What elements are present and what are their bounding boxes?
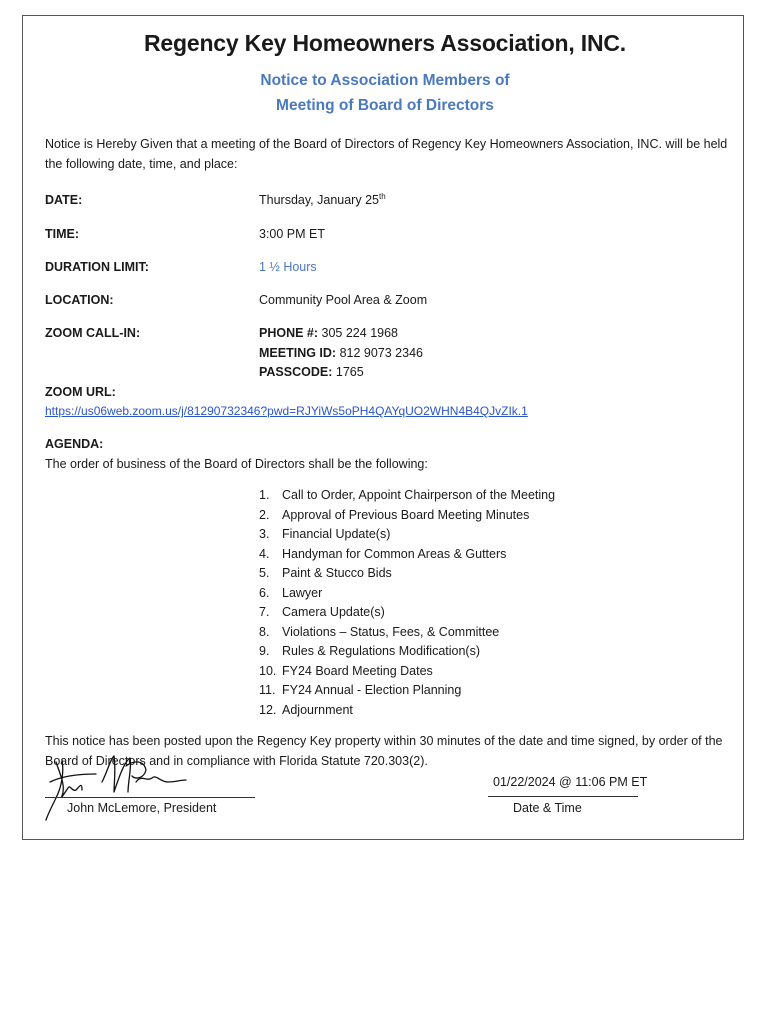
agenda-item-number: 12. — [259, 702, 277, 717]
agenda-item — [259, 681, 555, 701]
agenda-item-text: Approval of Previous Board Meeting Minutes — [282, 507, 530, 522]
agenda-item-number: 7. — [259, 605, 270, 619]
subtitle-line-1: Notice to Association Members of — [260, 72, 510, 89]
agenda-item-number: 2. — [259, 507, 270, 522]
agenda-item — [259, 545, 555, 565]
agenda-intro: The order of business of the Board of Directors shall be the following: — [45, 457, 428, 471]
zoom-url-label: ZOOM URL: — [45, 385, 116, 399]
signature-line — [45, 797, 255, 798]
duration-label: DURATION LIMIT: — [45, 260, 149, 274]
intro-paragraph: Notice is Hereby Given that a meeting of the Board of Directors of Regency Key Homeowners Association, INC. will be held the following date, time, and place: — [45, 137, 728, 171]
date-time-label: Date & Time — [513, 801, 582, 815]
agenda-item-number: 6. — [259, 585, 270, 600]
zoom-passcode — [259, 365, 364, 379]
duration-value: 1 ½ Hours — [259, 260, 317, 274]
meeting-id-label: MEETING ID: — [259, 346, 337, 360]
agenda-item-text: Camera Update(s) — [282, 605, 385, 619]
date-value — [259, 193, 386, 207]
agenda-item-number: 1. — [259, 488, 270, 502]
date-label: DATE: — [45, 193, 83, 207]
agenda-item-number: 8. — [259, 624, 270, 639]
agenda-item — [259, 584, 555, 604]
agenda-item-text: Paint & Stucco Bids — [282, 566, 392, 580]
time-label: TIME: — [45, 227, 80, 241]
agenda-item-number: 3. — [259, 527, 270, 541]
agenda-item-text: FY24 Board Meeting Dates — [282, 663, 433, 678]
agenda-item — [259, 525, 555, 545]
agenda-item — [259, 564, 555, 584]
agenda-item-number: 10. — [259, 663, 277, 678]
zoom-call-in-label: ZOOM CALL-IN: — [45, 326, 141, 340]
zoom-phone — [259, 326, 398, 340]
agenda-item-text: Financial Update(s) — [282, 527, 391, 541]
date-suffix: th — [378, 191, 386, 201]
agenda-list — [259, 486, 555, 720]
date-text: Thursday, January 25 — [259, 193, 379, 207]
passcode-value: 1765 — [335, 365, 364, 379]
agenda-item-text: Adjournment — [282, 702, 353, 717]
passcode-label: PASSCODE: — [259, 365, 333, 379]
agenda-item — [259, 662, 555, 682]
agenda-item-number: 5. — [259, 566, 270, 580]
agenda-item-text: Handyman for Common Areas & Gutters — [282, 546, 507, 561]
agenda-item-text: Rules & Regulations Modification(s) — [282, 644, 481, 658]
agenda-item-number: 11. — [259, 683, 276, 697]
agenda-item — [259, 623, 555, 643]
agenda-item — [259, 506, 555, 526]
agenda-item-text: FY24 Annual - Election Planning — [282, 683, 462, 697]
phone-label: PHONE #: — [259, 326, 319, 340]
zoom-meeting-id — [259, 346, 423, 360]
agenda-item-number: 4. — [259, 546, 270, 561]
signed-datetime: 01/22/2024 @ 11:06 PM ET — [493, 775, 648, 789]
agenda-item — [259, 642, 555, 662]
signer-name: John McLemore, President — [67, 801, 217, 815]
agenda-item-number: 9. — [259, 644, 270, 658]
location-label: LOCATION: — [45, 293, 114, 307]
agenda-item-text: Call to Order, Appoint Chairperson of the Meeting — [282, 488, 556, 502]
zoom-url-link[interactable]: https://us06web.zoom.us/j/81290732346?pwd=RJYiWs5oPH4QAYqUO2WHN4B4QJvZIk.1 — [45, 404, 528, 418]
date-signature-line — [488, 796, 638, 797]
time-value: 3:00 PM ET — [259, 227, 325, 241]
agenda-item — [259, 701, 555, 721]
agenda-item-text: Violations – Status, Fees, & Committee — [282, 624, 500, 639]
agenda-item — [259, 603, 555, 623]
subtitle-line-2: Meeting of Board of Directors — [276, 97, 494, 114]
location-value: Community Pool Area & Zoom — [259, 293, 428, 307]
agenda-item — [259, 486, 555, 506]
posting-notice: This notice has been posted upon the Regency Key property within 30 minutes of the date and time signed, by order of the Board of Directors and in compliance with Florida Statute 720.303(2). — [45, 734, 723, 768]
meeting-id-value: 812 9073 2346 — [339, 346, 423, 360]
document-title: Regency Key Homeowners Association, INC. — [144, 30, 626, 56]
agenda-item-text: Lawyer — [282, 585, 323, 600]
phone-value: 305 224 1968 — [321, 326, 398, 340]
agenda-label: AGENDA: — [45, 437, 104, 451]
